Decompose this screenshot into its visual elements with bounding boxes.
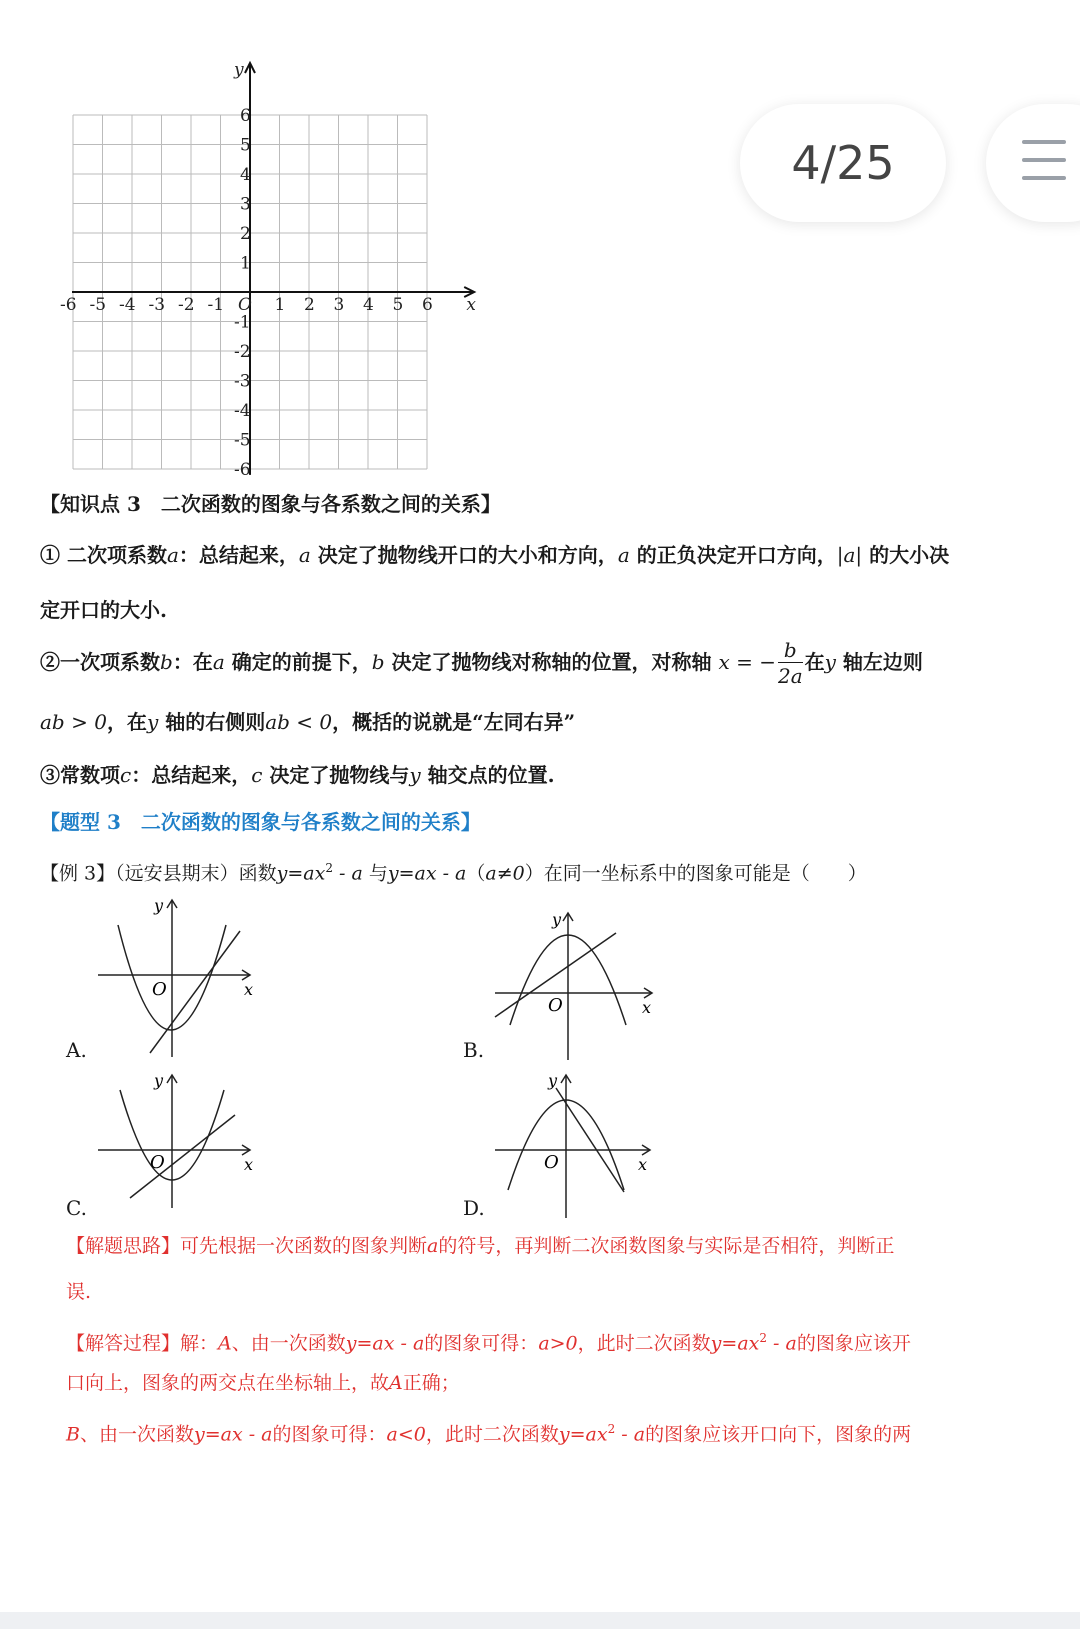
knowledge-item-2-cont: ab > 0，在y 轴的右侧则ab < 0，概括的说就是“左同右异”: [40, 710, 576, 734]
option-a-label[interactable]: A.: [66, 1038, 87, 1062]
coordinate-grid: [60, 55, 500, 485]
x-tick-label: 1: [274, 295, 286, 315]
x-tick-label: -3: [148, 295, 166, 315]
solution-idea: 【解题思路】可先根据一次函数的图象判断a的符号，再判断二次函数图象与实际是否相符，判断正: [66, 1235, 895, 1257]
y-tick-label: 4: [240, 165, 251, 185]
y-tick-label: -2: [234, 342, 251, 362]
option-a-x: x: [244, 980, 254, 999]
option-b-origin: O: [548, 995, 563, 1016]
knowledge-heading: 【知识点 3 二次函数的图象与各系数之间的关系】: [40, 492, 501, 516]
x-tick-label: 4: [363, 295, 374, 315]
x-tick-label: -4: [119, 295, 136, 315]
option-d-label[interactable]: D.: [463, 1196, 485, 1220]
y-tick-label: 5: [240, 135, 251, 156]
example-question: 【例 3】（远安县期末）函数$y=ax^2 - a$ 与y=ax - a（a≠0）在同一坐标系中的图象可能是（ ）: [40, 861, 867, 885]
x-tick-label: 2: [304, 295, 315, 315]
x-axis-label: x: [466, 295, 476, 315]
x-tick-label: -2: [178, 295, 195, 315]
option-b-x: x: [642, 998, 652, 1017]
option-d-origin: O: [544, 1152, 559, 1173]
option-c-x: x: [244, 1155, 254, 1174]
x-tick-label: -1: [207, 295, 225, 315]
x-tick-label: 5: [392, 295, 404, 315]
option-d-y: y: [548, 1071, 558, 1090]
type-heading: 【题型 3 二次函数的图象与各系数之间的关系】: [40, 810, 481, 834]
x-tick-label: -6: [60, 295, 77, 315]
menu-icon[interactable]: [1022, 140, 1066, 180]
y-tick-label: 3: [240, 194, 251, 215]
x-tick-label: 3: [333, 295, 345, 315]
page-indicator-text: 4/25: [791, 136, 895, 190]
option-d-graph: [490, 1070, 660, 1220]
option-a-y: y: [154, 896, 164, 915]
option-b-graph: [490, 905, 660, 1065]
knowledge-item-3: ③常数项c：总结起来，c 决定了抛物线与y 轴交点的位置.: [40, 763, 555, 787]
y-tick-label: -4: [234, 401, 251, 421]
option-a-origin: O: [152, 979, 167, 1000]
page-indicator: [740, 104, 946, 222]
solution-process-cont: 口向上，图象的两交点在坐标轴上，故A正确；: [66, 1372, 460, 1394]
y-tick-label: 6: [240, 106, 251, 126]
option-c-y: y: [154, 1071, 164, 1090]
y-axis-label: y: [234, 60, 244, 80]
y-tick-label: -3: [234, 371, 251, 392]
option-b-label[interactable]: B.: [463, 1038, 485, 1062]
knowledge-item-2: ②一次项系数b：在a 确定的前提下，b 决定了抛物线对称轴的位置，对称轴 x = − $\frac{b}{2a}$ 在y 轴左边则: [40, 638, 923, 688]
x-tick-label: -5: [89, 295, 107, 315]
knowledge-item-1: ① 二次项系数a：总结起来，a 决定了抛物线开口的大小和方向，a 的正负决定开口方向，|a| 的大小决: [40, 543, 950, 567]
y-tick-label: -1: [234, 312, 251, 333]
x-tick-label: 6: [422, 295, 433, 315]
y-tick-label: 1: [240, 253, 251, 274]
y-tick-label: -5: [234, 430, 251, 451]
knowledge-item-1-cont: 定开口的大小.: [40, 598, 167, 622]
option-c-label[interactable]: C.: [66, 1196, 87, 1220]
option-b-y: y: [552, 910, 562, 929]
solution-option-b: B、由一次函数y=ax - a的图象可得：a<0，此时二次函数$y=ax^2 - a$的图象应该开口向下，图象的两: [66, 1422, 912, 1446]
solution-process: 【解答过程】解：A、由一次函数y=ax - a的图象可得：a>0，此时二次函数$y=ax^2 - a$的图象应该开: [66, 1331, 911, 1355]
option-c-graph: [90, 1070, 260, 1210]
y-tick-label: 2: [240, 224, 251, 244]
solution-idea-cont: 误.: [66, 1281, 92, 1303]
origin-label: O: [238, 295, 252, 315]
bottom-bar: [0, 1612, 1080, 1629]
option-c-origin: O: [150, 1152, 165, 1173]
y-tick-label: -6: [234, 460, 251, 480]
option-d-x: x: [638, 1155, 648, 1174]
axis-fraction: $\frac{b}{2a}$: [777, 638, 803, 688]
option-a-graph: [90, 895, 260, 1060]
